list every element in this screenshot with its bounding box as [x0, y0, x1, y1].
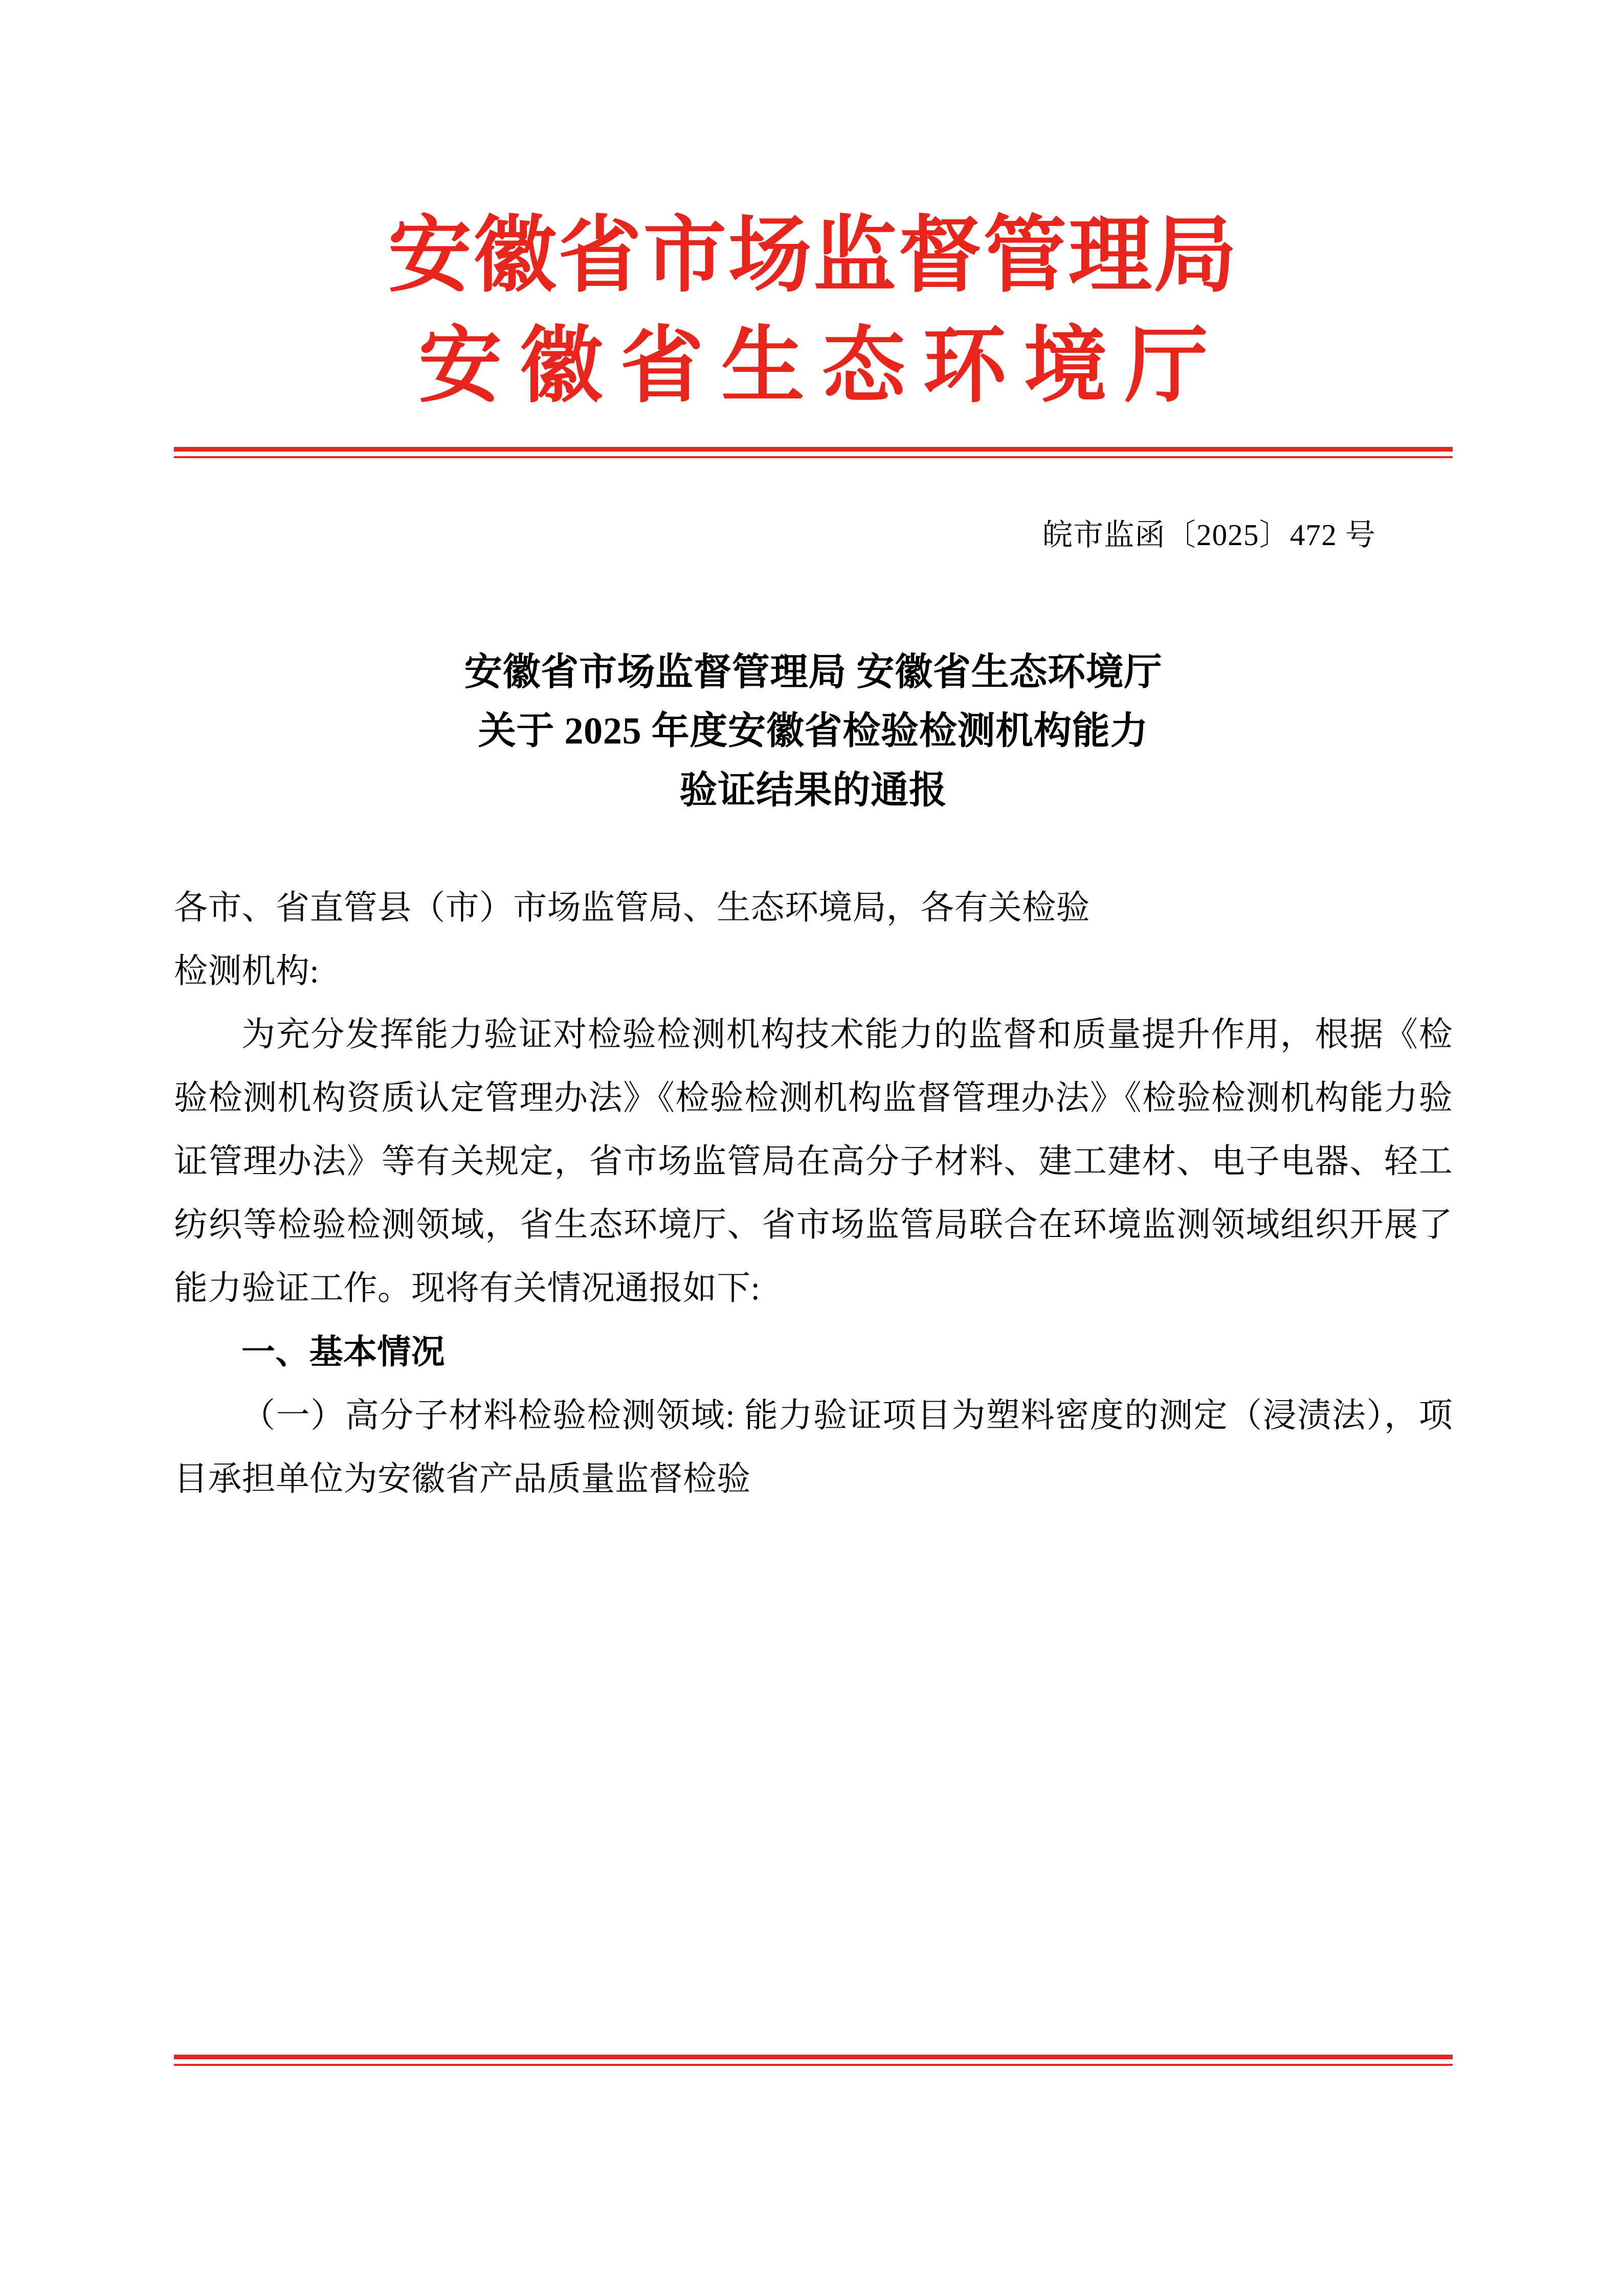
body-paragraph-2: （一）高分子材料检验检测领域: 能力验证项目为塑料密度的测定（浸渍法），项目承担单位为安徽省产品质量监督检验	[174, 1397, 1453, 1498]
letterhead-line-1: 安徽省市场监督管理局	[388, 210, 1239, 302]
header-rule-thick	[174, 447, 1453, 452]
salutation-line-2: 检测机构:	[174, 953, 319, 991]
salutation-line-1: 各市、省直管县（市）市场监管局、生态环境局，各有关检验	[174, 889, 1090, 927]
document-body	[174, 876, 1453, 1511]
title-line-2: 关于 2025 年度安徽省检验检测机构能力	[478, 710, 1149, 753]
letterhead	[174, 0, 1453, 458]
body-heading-1: 一、基本情况	[241, 1333, 445, 1371]
page-content	[174, 0, 1453, 2296]
footer-rules	[174, 2055, 1453, 2066]
document-number: 皖市监函〔2025〕472 号	[1042, 517, 1376, 552]
body-paragraph-1: 为充分发挥能力验证对检验检测机构技术能力的监督和质量提升作用，根据《检验检测机构资质认定管理办法》《检验检测机构监督管理办法》《检验检测机构能力验证管理办法》等有关规定，省市场监管局在高分子材料、建工建材、电子电器、轻工纺织等检验检测领域，省生态环境厅、省市场监管局联合在环境监测领域组织开展了能力验证工作。现将有关情况通报如下:	[174, 1016, 1453, 1308]
title-line-3: 验证结果的通报	[679, 769, 947, 812]
header-rule-thin	[174, 456, 1453, 458]
title-line-1: 安徽省市场监督管理局 安徽省生态环境厅	[464, 651, 1163, 693]
letterhead-line-2: 安徽省生态环境厅	[418, 321, 1226, 413]
footer-rule-thin	[174, 2064, 1453, 2066]
document-title	[174, 643, 1453, 820]
footer-rule-thick	[174, 2055, 1453, 2059]
